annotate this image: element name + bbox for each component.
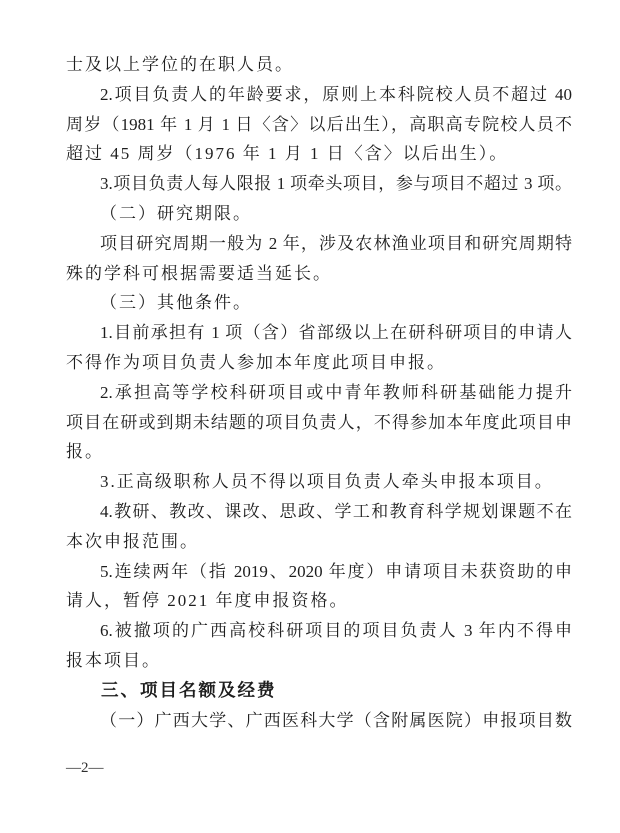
text-line: 报本项目。: [66, 650, 161, 670]
text-line: 3.正高级职称人员不得以项目负责人牵头申报本项目。: [100, 472, 554, 492]
text-line: 不得作为项目负责人参加本年度此项目申报。: [66, 352, 446, 372]
text-line: 1.目前承担有 1 项（含）省部级以上在研科研项目的申请人: [100, 323, 572, 343]
text-line: 项目研究周期一般为 2 年，涉及农林渔业项目和研究周期特: [100, 233, 572, 253]
text-line: （二）研究期限。: [100, 203, 252, 223]
text-line: 5.连续两年（指 2019、2020 年度）申请项目未获资助的申: [100, 561, 572, 581]
text-line: 6.被撤项的广西高校科研项目的项目负责人 3 年内不得申: [100, 621, 572, 641]
text-line: （一）广西大学、广西医科大学（含附属医院）申报项目数: [100, 710, 572, 730]
text-line: 本次申报范围。: [66, 531, 199, 551]
text-line: 报。: [66, 442, 104, 462]
text-line: 请人，暂停 2021 年度申报资格。: [66, 591, 349, 611]
document-body: [66, 50, 572, 735]
text-line: （三）其他条件。: [100, 293, 252, 313]
text-line: 殊的学科可根据需要适当延长。: [66, 263, 332, 283]
text-line: 周岁（1981 年 1 月 1 日〈含〉以后出生），高职高专院校人员不: [66, 114, 572, 134]
text-line: 4.教研、教改、课改、思政、学工和教育科学规划课题不在: [100, 501, 572, 521]
text-line: 3.项目负责人每人限报 1 项牵头项目，参与项目不超过 3 项。: [100, 174, 572, 194]
text-line: 项目在研或到期未结题的项目负责人，不得参加本年度此项目申: [66, 412, 572, 432]
text-line: 超过 45 周岁（1976 年 1 月 1 日〈含〉以后出生）。: [66, 144, 509, 164]
text-line: 2.承担高等学校科研项目或中青年教师科研基础能力提升: [100, 382, 572, 402]
text-line: 2.项目负责人的年龄要求，原则上本科院校人员不超过 40: [100, 84, 572, 104]
page-number: —2—: [66, 760, 104, 776]
section-heading: 三、项目名额及经费: [101, 679, 277, 700]
text-line: 士及以上学位的在职人员。: [66, 55, 294, 74]
